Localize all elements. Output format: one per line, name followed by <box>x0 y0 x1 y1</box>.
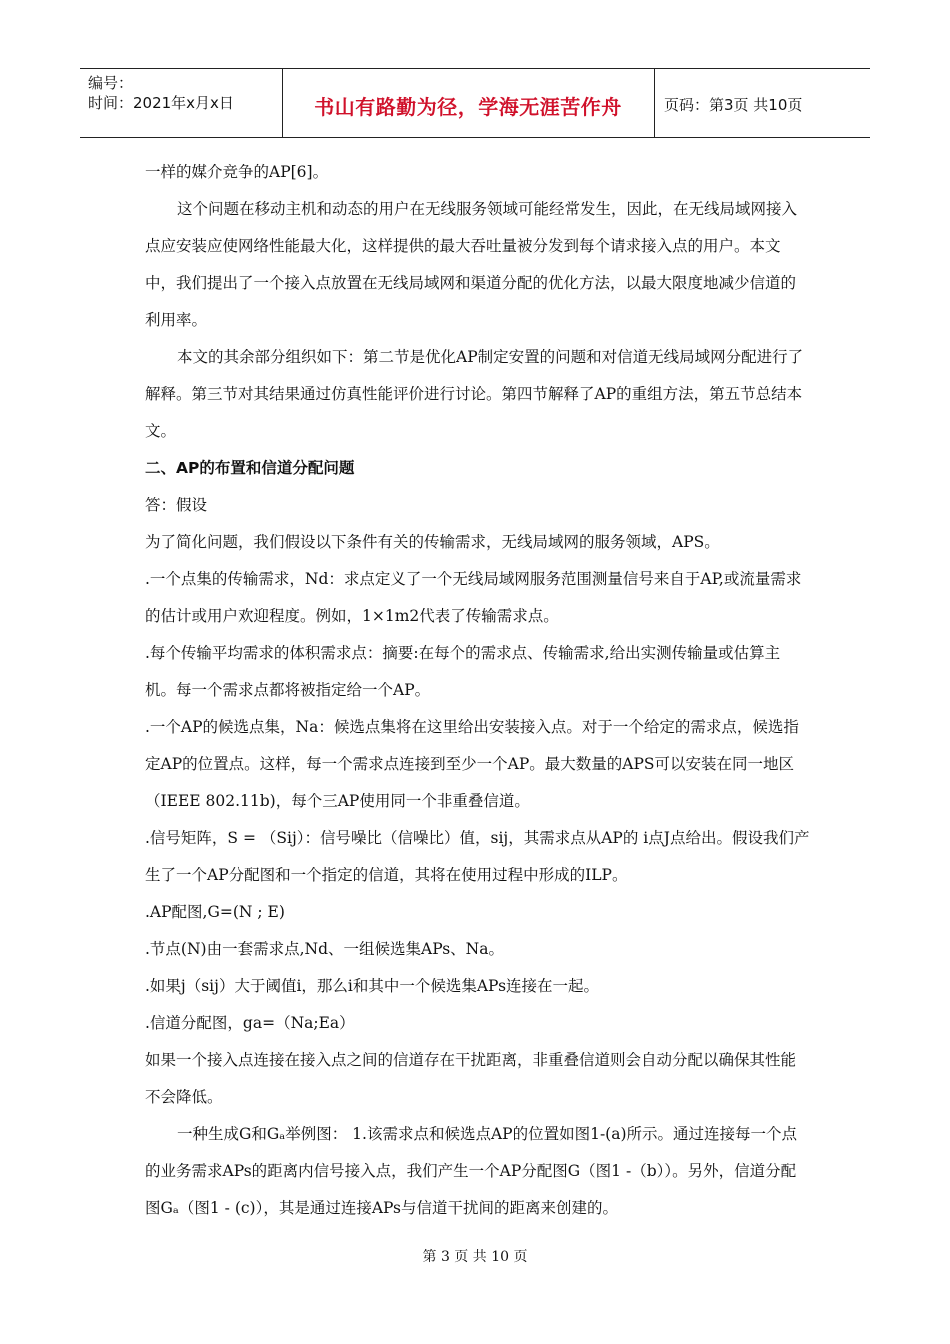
list-item: .每个传输平均需求的体积需求点：摘要:在每个的需求点、传输需求,给出实测传输量或估算主机。每一个需求点都将被指定给一个AP。 <box>145 644 781 699</box>
list-item: .信号矩阵，S = （Sij）：信号噪比（信噪比）值，sij，其需求点从AP的 i点J点给出。假设我们产生了一个AP分配图和一个指定的信道，其将在使用过程中形成的ILP。 <box>145 829 810 884</box>
header-meta <box>88 73 278 113</box>
header-divider <box>654 69 655 137</box>
list-item: .一个点集的传输需求，Nd：求点定义了一个无线局域网服务范围测量信号来自于AP,或流量需求的估计或用户欢迎程度。例如，1×1m2代表了传输需求点。 <box>145 570 802 625</box>
date-label: 时间：2021年x月x日 <box>88 94 234 112</box>
list-item: .一个AP的候选点集，Na：候选点集将在这里给出安装接入点。对于一个给定的需求点，候选指定AP的位置点。这样，每一个需求点连接到至少一个AP。最大数量的APS可以安装在同一地区（IEEE 802.11b)，每个三AP使用同一个非重叠信道。 <box>145 718 799 810</box>
document-header <box>80 68 870 138</box>
document-body <box>145 154 810 1227</box>
header-motto: 书山有路勤为径，学海无涯苦作舟 <box>314 95 622 119</box>
paragraph: 本文的其余部分组织如下：第二节是优化AP制定安置的问题和对信道无线局域网分配进行了解释。第三节对其结果通过仿真性能评价进行讨论。第四节解释了AP的重组方法，第五节总结本文。 <box>145 348 804 440</box>
paragraph: 一种生成G和Gₐ举例图： 1.该需求点和候选点AP的位置如图1-(a)所示。通过连接每一个点的业务需求APs的距离内信号接入点，我们产生一个AP分配图G（图1 -（b））。另外，信道分配图Gₐ（图1 - (c)），其是通过连接APs与信道干扰间的距离来创建的。 <box>145 1125 798 1217</box>
list-item: .节点(N)由一套需求点,Nd、一组候选集APs、Na。 <box>145 940 504 958</box>
serial-label: 编号： <box>88 74 134 92</box>
header-page-number: 页码：第3页 共10页 <box>664 96 803 114</box>
paragraph: 答：假设 <box>145 496 208 514</box>
section-heading: 二、AP的布置和信道分配问题 <box>145 459 355 477</box>
page-footer: 第 3 页 共 10 页 <box>422 1249 528 1265</box>
list-item: .如果j（sij）大于阈值i，那么i和其中一个候选集APs连接在一起。 <box>145 977 600 995</box>
paragraph: 为了简化问题，我们假设以下条件有关的传输需求，无线局域网的服务领域，APS。 <box>145 533 720 551</box>
paragraph: 如果一个接入点连接在接入点之间的信道存在干扰距离，非重叠信道则会自动分配以确保其性能不会降低。 <box>145 1051 797 1106</box>
paragraph: 这个问题在移动主机和动态的用户在无线服务领域可能经常发生，因此，在无线局域网接入点应安装应使网络性能最大化，这样提供的最大吞吐量被分发到每个请求接入点的用户。本文中，我们提出了一个接入点放置在无线局域网和渠道分配的优化方法，以最大限度地减少信道的利用率。 <box>145 200 798 329</box>
list-item: .AP配图,G=(N ; E) <box>145 903 285 921</box>
list-item: .信道分配图，ga=（Na;Ea） <box>145 1014 355 1032</box>
paragraph: 一样的媒介竞争的AP[6]。 <box>145 163 329 181</box>
